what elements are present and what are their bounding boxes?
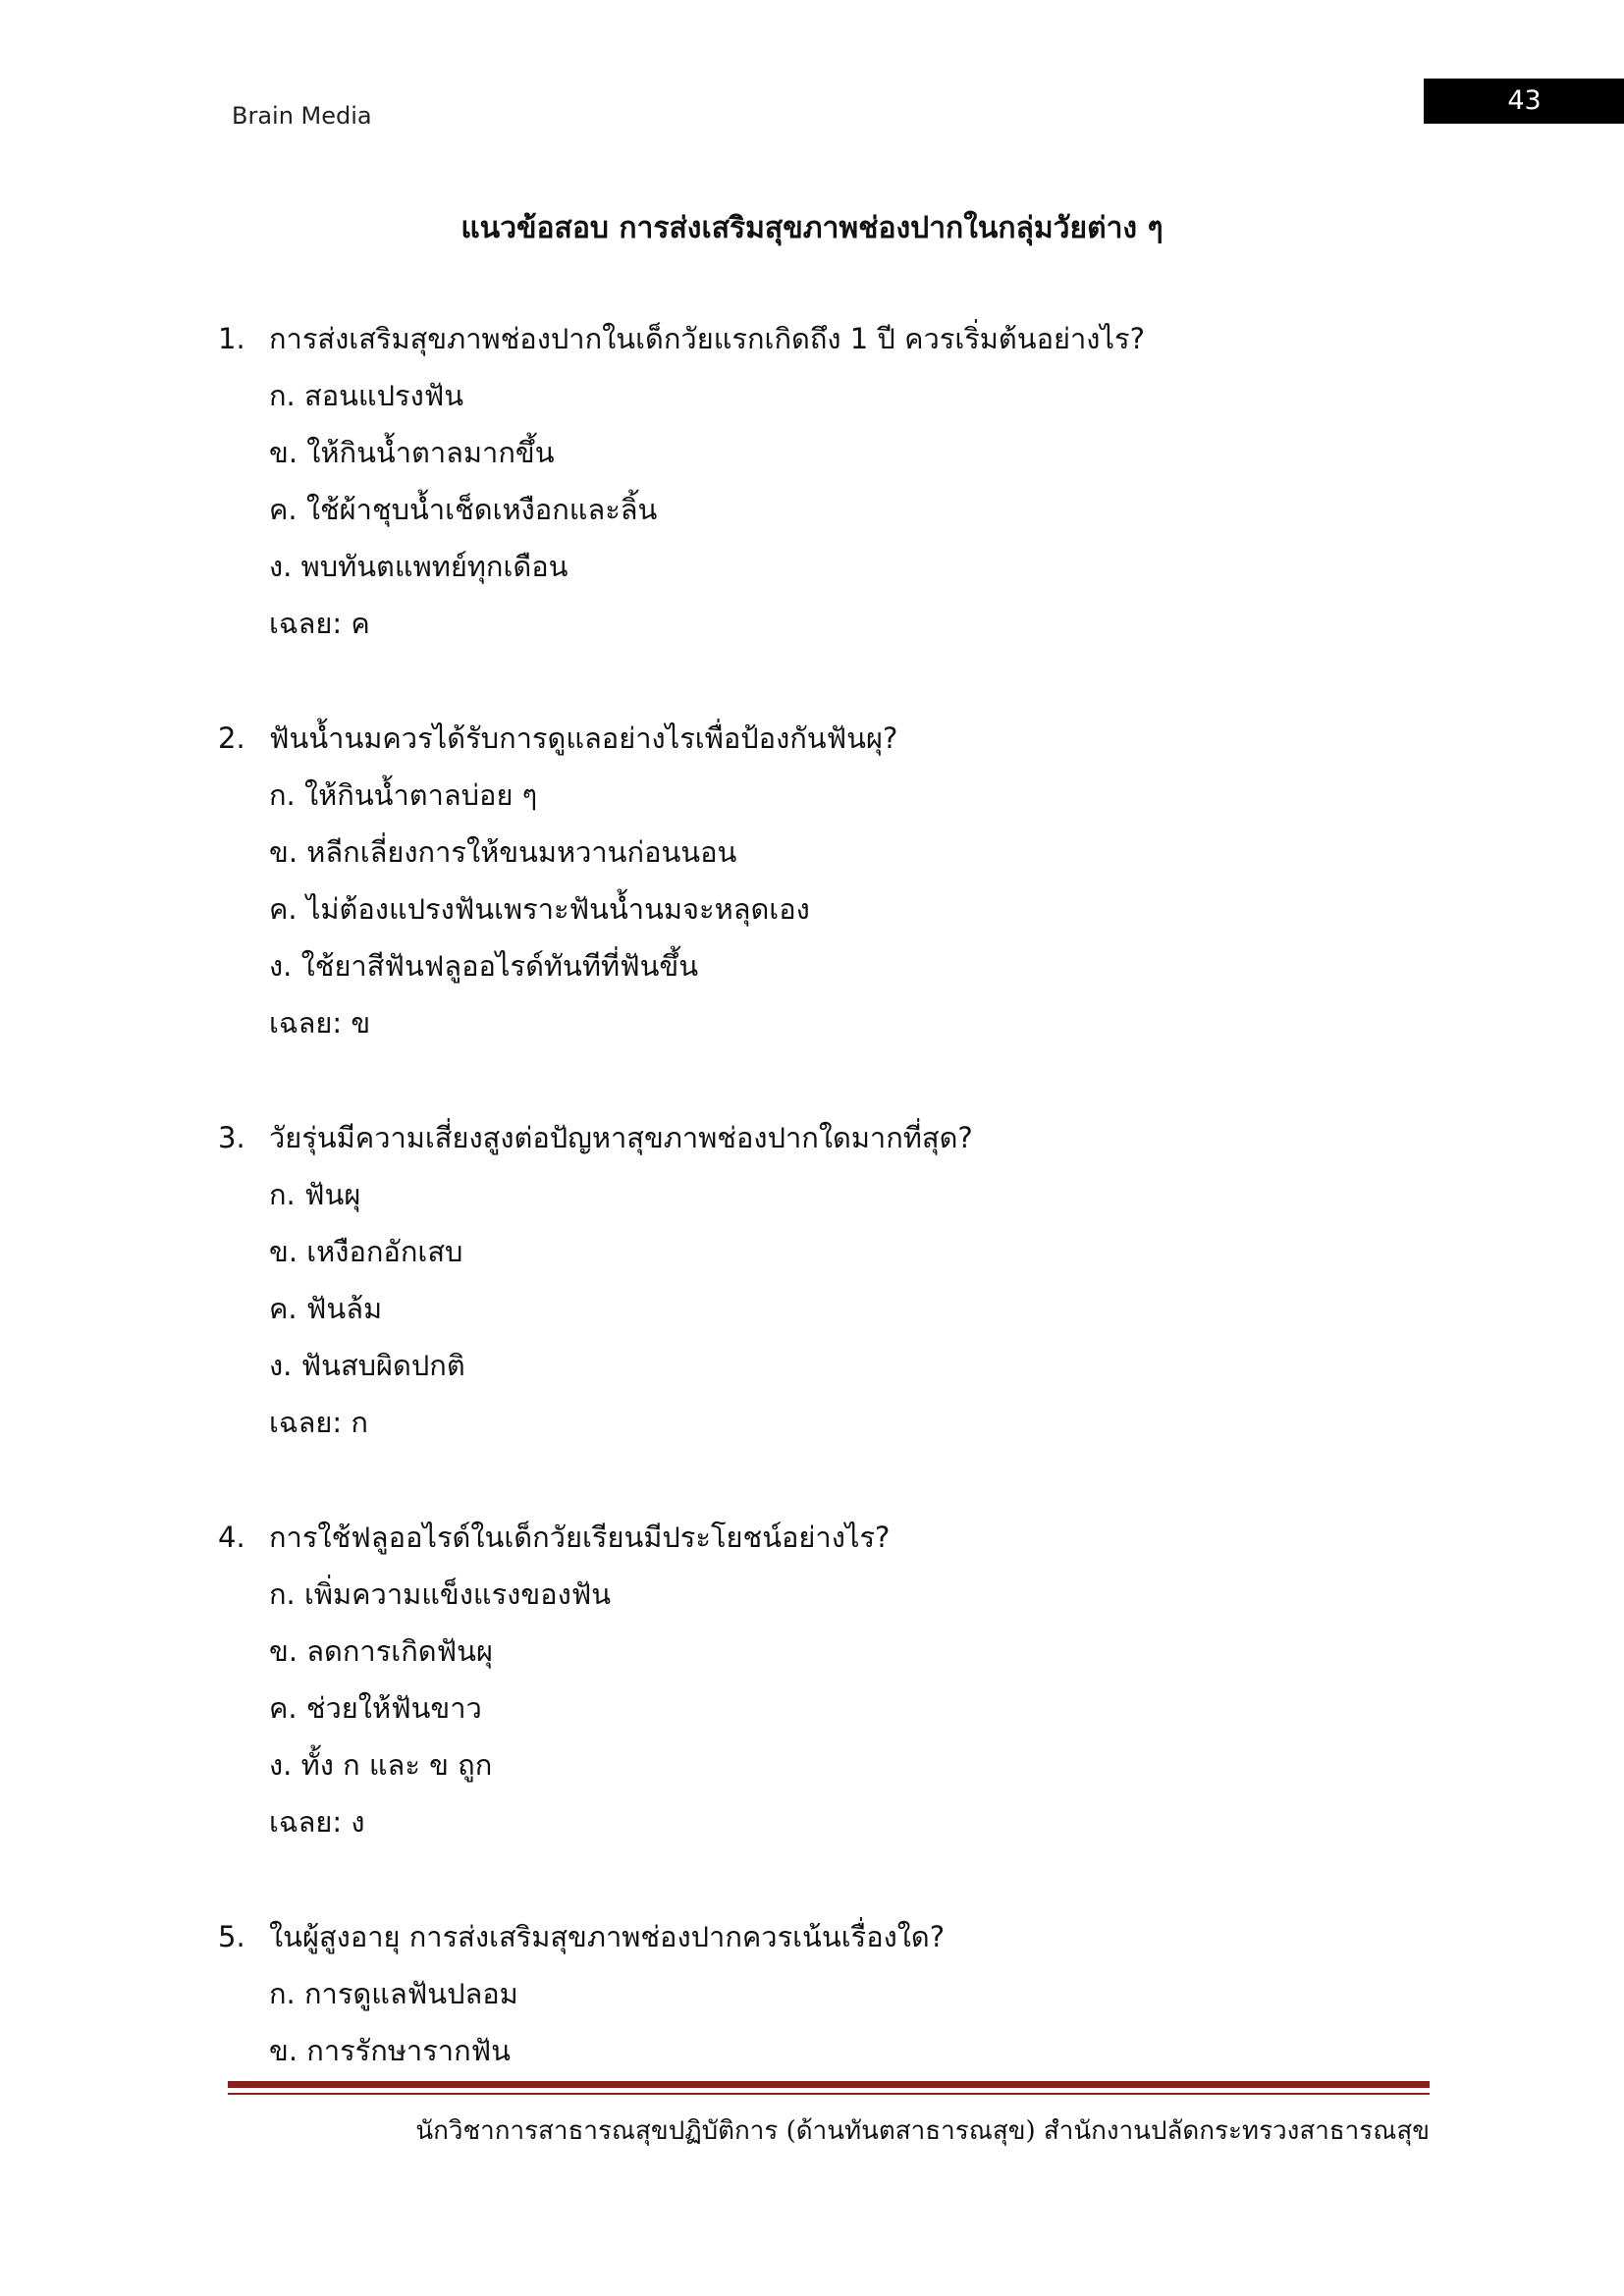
option: ง. ใช้ยาสีฟันฟลูออไรด์ทันทีที่ฟันขึ้น	[269, 949, 699, 983]
option: ค. ไม่ต้องแปรงฟันเพราะฟันน้ำนมจะหลุดเอง	[269, 892, 810, 926]
option: ก. สอนแปรงฟัน	[269, 379, 464, 412]
option: ข. ให้กินน้ำตาลมากขึ้น	[269, 436, 555, 469]
question-item	[218, 1908, 1396, 2079]
option: ข. หลีกเลี่ยงการให้ขนมหวานก่อนนอน	[269, 835, 737, 869]
question-number: 3.	[218, 1121, 245, 1154]
option: ง. ฟันสบผิดปกติ	[269, 1349, 465, 1382]
question-number: 5.	[218, 1920, 245, 1953]
question-item	[218, 310, 1396, 652]
page-number: 43	[1424, 79, 1624, 124]
option: ก. ให้กินน้ำตาลบ่อย ๆ	[269, 778, 538, 812]
question-text: ฟันน้ำนมควรได้รับการดูแลอย่างไรเพื่อป้องกันฟันผุ?	[269, 721, 898, 755]
question-text: ในผู้สูงอายุ การส่งเสริมสุขภาพช่องปากควรเน้นเรื่องใด?	[269, 1920, 946, 1953]
footer-rule-thin	[228, 2093, 1430, 2095]
answer: เฉลย: ก	[269, 1406, 368, 1439]
question-list	[218, 310, 1396, 2137]
question-line	[218, 310, 1396, 367]
option: ง. ทั้ง ก และ ข ถูก	[269, 1748, 493, 1782]
option: ข. ลดการเกิดฟันผุ	[269, 1634, 493, 1668]
question-line	[218, 1109, 1396, 1166]
option: ข. เหงือกอักเสบ	[269, 1235, 463, 1268]
option: ง. พบทันตแพทย์ทุกเดือน	[269, 550, 568, 583]
option: ค. ฟันล้ม	[269, 1292, 383, 1325]
option: ก. การดูแลฟันปลอม	[269, 1977, 518, 2010]
option: ก. เพิ่มความแข็งแรงของฟัน	[269, 1577, 612, 1611]
question-text: การส่งเสริมสุขภาพช่องปากในเด็กวัยแรกเกิดถึง 1 ปี ควรเริ่มต้นอย่างไร?	[269, 322, 1145, 355]
question-line	[218, 1509, 1396, 1566]
option: ค. ช่วยให้ฟันขาว	[269, 1691, 482, 1725]
question-number: 4.	[218, 1521, 245, 1554]
answer: เฉลย: ค	[269, 607, 370, 640]
question-number: 1.	[218, 322, 245, 355]
question-line	[218, 710, 1396, 767]
footer-rule-thick	[228, 2081, 1430, 2088]
option: ค. ใช้ผ้าชุบน้ำเช็ดเหงือกและลิ้น	[269, 493, 658, 526]
question-text: การใช้ฟลูออไรด์ในเด็กวัยเรียนมีประโยชน์อย่างไร?	[269, 1521, 891, 1554]
option: ข. การรักษารากฟัน	[269, 2034, 511, 2067]
footer-text: นักวิชาการสาธารณสุขปฏิบัติการ (ด้านทันตสาธารณสุข) สำนักงานปลัดกระทรวงสาธารณสุข	[415, 2116, 1430, 2146]
answer: เฉลย: ง	[269, 1805, 365, 1839]
answer: เฉลย: ข	[269, 1006, 371, 1040]
question-item	[218, 1509, 1396, 1850]
question-item	[218, 710, 1396, 1051]
brand-label: Brain Media	[232, 102, 372, 130]
question-line	[218, 1908, 1396, 1965]
page-title: แนวข้อสอบ การส่งเสริมสุขภาพช่องปากในกลุ่มวัยต่าง ๆ	[460, 211, 1164, 245]
question-number: 2.	[218, 721, 245, 755]
option: ก. ฟันผุ	[269, 1178, 361, 1211]
question-item	[218, 1109, 1396, 1451]
question-text: วัยรุ่นมีความเสี่ยงสูงต่อปัญหาสุขภาพช่องปากใดมากที่สุด?	[269, 1121, 973, 1154]
